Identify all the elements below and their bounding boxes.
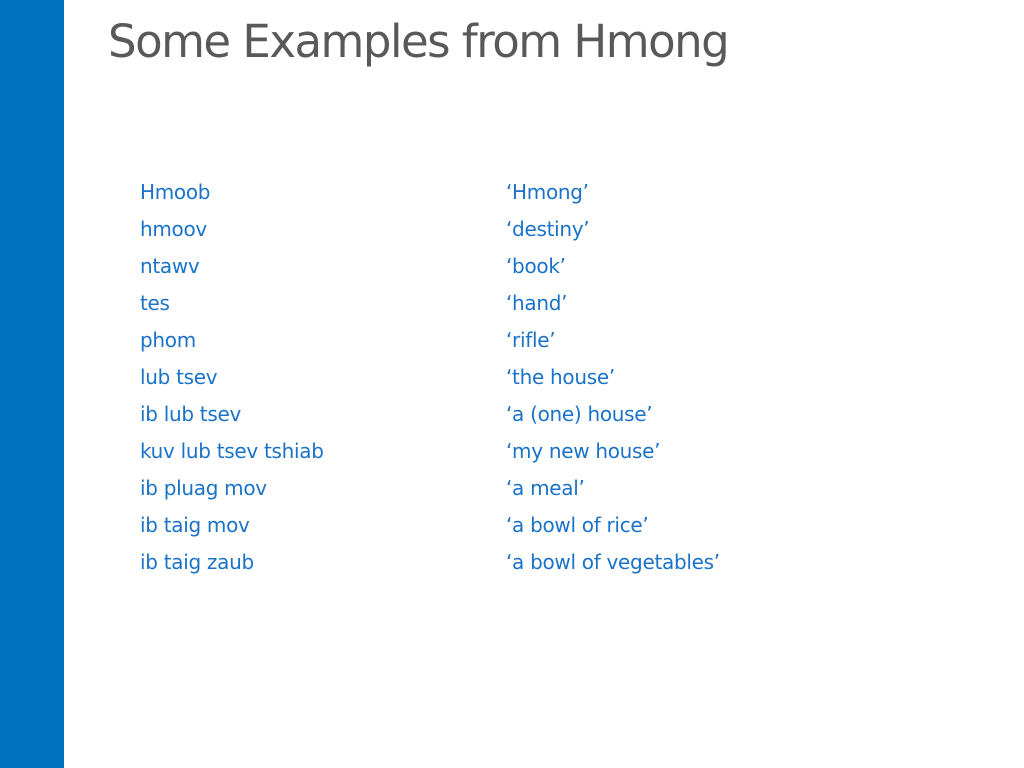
hmong-term: ib pluag mov: [140, 476, 267, 500]
hmong-term: ib lub tsev: [140, 402, 241, 426]
examples-table: [140, 174, 840, 581]
hmong-term: lub tsev: [140, 365, 218, 389]
example-row: [140, 433, 840, 470]
hmong-term: ntawv: [140, 254, 200, 278]
example-row: [140, 285, 840, 322]
example-row: [140, 322, 840, 359]
english-gloss: ‘book’: [506, 254, 566, 278]
english-gloss: ‘a bowl of vegetables’: [506, 550, 720, 574]
example-row: [140, 359, 840, 396]
example-row: [140, 211, 840, 248]
english-gloss: ‘my new house’: [506, 439, 661, 463]
hmong-term: Hmoob: [140, 180, 211, 204]
slide-title: Some Examples from Hmong: [108, 15, 729, 68]
english-gloss: ‘a meal’: [506, 476, 585, 500]
english-gloss: ‘hand’: [506, 291, 568, 315]
english-gloss: ‘a bowl of rice’: [506, 513, 649, 537]
example-row: [140, 248, 840, 285]
hmong-term: hmoov: [140, 217, 207, 241]
english-gloss: ‘a (one) house’: [506, 402, 653, 426]
example-row: [140, 174, 840, 211]
side-accent-bar: [0, 0, 64, 768]
hmong-term: ib taig mov: [140, 513, 250, 537]
example-row: [140, 544, 840, 581]
english-gloss: ‘Hmong’: [506, 180, 589, 204]
example-row: [140, 396, 840, 433]
example-row: [140, 470, 840, 507]
hmong-term: tes: [140, 291, 170, 315]
english-gloss: ‘destiny’: [506, 217, 590, 241]
english-gloss: ‘the house’: [506, 365, 615, 389]
hmong-term: kuv lub tsev tshiab: [140, 439, 324, 463]
english-gloss: ‘rifle’: [506, 328, 556, 352]
hmong-term: phom: [140, 328, 196, 352]
hmong-term: ib taig zaub: [140, 550, 254, 574]
example-row: [140, 507, 840, 544]
